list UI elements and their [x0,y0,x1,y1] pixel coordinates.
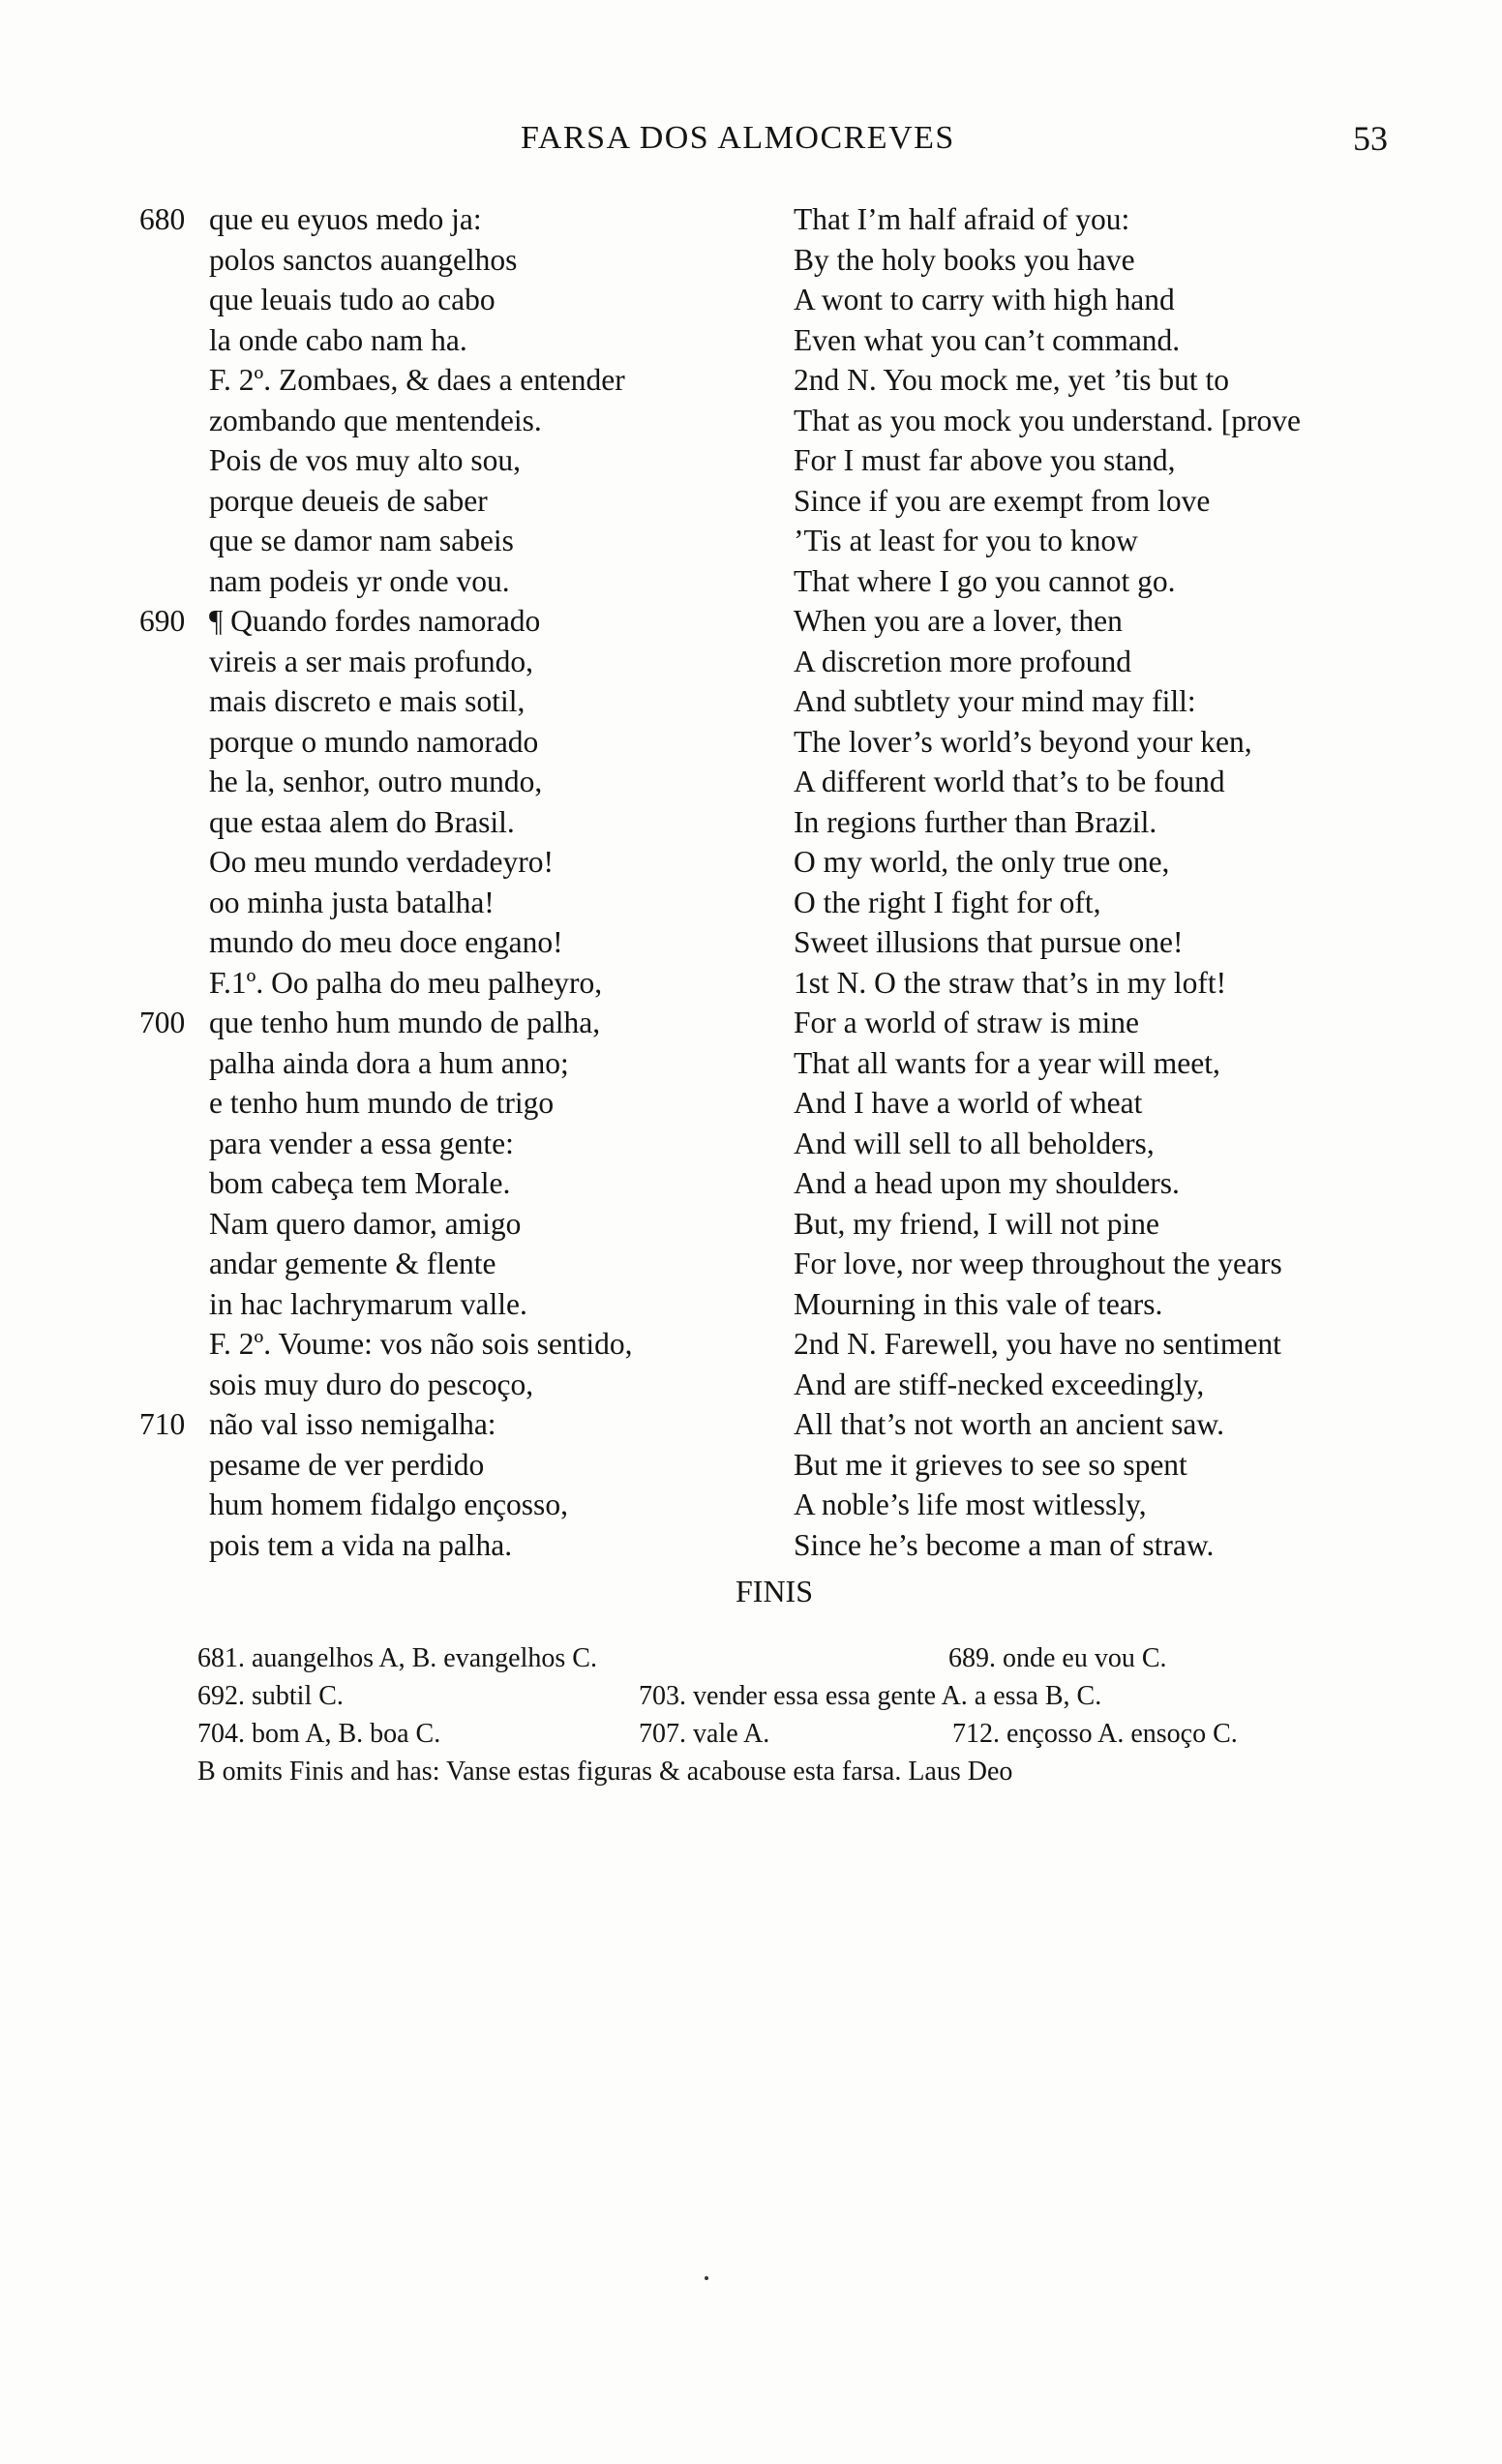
english-line: And are stiff-necked exceedingly, [794,1367,1205,1401]
english-line: 2nd N. Farewell, you have no sentiment [794,1327,1281,1361]
portuguese-line: F. 2º. Zombaes, & daes a entender [209,363,625,397]
finis-heading: FINIS [735,1574,813,1608]
portuguese-line: que estaa alem do Brasil. [209,804,515,839]
english-line: For a world of straw is mine [794,1006,1139,1039]
verse-row [0,1204,1502,1245]
line-number: 690 [139,604,186,638]
verse-row [0,1445,1502,1486]
verse-row [0,1365,1502,1405]
verse-row [0,963,1502,1004]
english-line: O my world, the only true one, [794,845,1170,879]
portuguese-line: mais discreto e mais sotil, [209,684,526,718]
portuguese-line: que eu eyuos medo ja: [209,202,482,236]
note-row [0,1677,1502,1715]
english-line: ’Tis at least for you to know [794,524,1138,557]
english-line: A different world that’s to be found [794,765,1225,798]
english-line: That all wants for a year will meet, [794,1045,1220,1080]
english-line: But, my friend, I will not pine [794,1206,1159,1241]
english-line: A wont to carry with high hand [794,283,1175,316]
verse-row [0,642,1502,682]
english-line: In regions further than Brazil. [794,804,1157,839]
verse-row [0,1485,1502,1525]
english-line: Since if you are exempt from love [794,483,1211,518]
portuguese-line: he la, senhor, outro mundo, [209,765,543,798]
verse-row [0,1043,1502,1084]
portuguese-line: Nam quero damor, amigo [209,1206,522,1241]
verse-row [0,883,1502,923]
verse-row [0,601,1502,642]
portuguese-line: para vender a essa gente: [209,1126,514,1160]
english-line: O the right I fight for oft, [794,885,1101,919]
portuguese-line: que leuais tudo ao cabo [209,283,496,316]
verse-row [0,280,1502,320]
english-line: Sweet illusions that pursue one! [794,925,1184,959]
english-line: Mourning in this vale of tears. [794,1286,1163,1321]
portuguese-line: mundo do meu doce engano! [209,925,563,959]
portuguese-line: que tenho hum mundo de palha, [209,1006,601,1039]
verse-row [0,1525,1502,1566]
parallel-verse-text [0,199,1502,1565]
line-number: 710 [139,1407,186,1441]
portuguese-line: pesame de ver perdido [209,1447,485,1482]
note-row [0,1753,1502,1790]
verse-row [0,922,1502,963]
page-number: 53 [1353,119,1388,158]
english-line: But me it grieves to see so spent [794,1447,1187,1482]
verse-row [0,762,1502,802]
verse-row [0,521,1502,561]
english-line: A discretion more profound [794,644,1132,678]
english-line: That I’m half afraid of you: [794,202,1130,236]
verse-row [0,360,1502,401]
portuguese-line: oo minha justa batalha! [209,885,495,919]
english-line: 1st N. O the straw that’s in my loft! [794,965,1227,1000]
verse-row [0,842,1502,883]
portuguese-line: Pois de vos muy alto sou, [209,443,522,477]
english-line: Since he’s become a man of straw. [794,1527,1215,1562]
running-head [0,120,1502,168]
portuguese-line: nam podeis yr onde vou. [209,563,510,598]
portuguese-line: palha ainda dora a hum anno; [209,1045,569,1080]
english-line: The lover’s world’s beyond your ken, [794,724,1252,759]
portuguese-line: sois muy duro do pescoço, [209,1367,534,1401]
english-line: 2nd N. You mock me, yet ’tis but to [794,363,1230,397]
english-line: And subtlety your mind may fill: [794,684,1196,718]
verse-row [0,240,1502,281]
note-712: 712. ençosso A. ensoço C. [952,1719,1238,1749]
note-row [0,1639,1502,1677]
verse-row [0,1124,1502,1164]
portuguese-line: polos sanctos auangelhos [209,242,518,277]
english-line: That where I go you cannot go. [794,563,1176,598]
textual-notes [0,1639,1502,1790]
portuguese-line: F.1º. Oo palha do meu palheyro, [209,965,603,1000]
portuguese-line: andar gemente & flente [209,1247,496,1280]
verse-row [0,440,1502,481]
english-line: By the holy books you have [794,242,1135,277]
verse-row [0,1324,1502,1365]
verse-row [0,1083,1502,1124]
portuguese-line: la onde cabo nam ha. [209,322,467,357]
running-title: FARSA DOS ALMOCREVES [521,120,955,156]
note-finis-variant: B omits Finis and has: Vanse estas figuras & acabouse esta farsa. Laus Deo [197,1757,1013,1787]
portuguese-line: hum homem fidalgo ençosso, [209,1487,568,1521]
portuguese-line: F. 2º. Voume: vos não sois sentido, [209,1327,633,1361]
portuguese-line: que se damor nam sabeis [209,524,514,557]
verse-row [0,481,1502,522]
english-line: That as you mock you understand. [prove [794,403,1301,437]
note-704: 704. bom A, B. boa C. [197,1719,441,1749]
english-line: And will sell to all beholders, [794,1126,1155,1160]
stray-mark [705,2276,708,2280]
verse-row [0,722,1502,763]
verse-row [0,1244,1502,1284]
portuguese-line: Oo meu mundo verdadeyro! [209,845,555,879]
english-line: All that’s not worth an ancient saw. [794,1407,1224,1441]
note-692: 692. subtil C. [197,1681,344,1711]
portuguese-line: bom cabeça tem Morale. [209,1166,511,1200]
verse-row [0,681,1502,722]
portuguese-line: não val isso nemigalha: [209,1407,496,1441]
english-line: When you are a lover, then [794,604,1123,638]
verse-row [0,1284,1502,1325]
english-line: A noble’s life most witlessly, [794,1487,1147,1521]
note-707: 707. vale A. [639,1719,770,1749]
note-681: 681. auangelhos A, B. evangelhos C. [197,1643,597,1673]
verse-row [0,802,1502,843]
portuguese-line: porque deueis de saber [209,483,488,518]
portuguese-line: vireis a ser mais profundo, [209,644,534,678]
portuguese-line: zombando que mentendeis. [209,403,542,437]
verse-row [0,320,1502,361]
verse-row [0,1163,1502,1204]
english-line: And a head upon my shoulders. [794,1166,1180,1200]
note-703: 703. vender essa essa gente A. a essa B, C. [639,1681,1102,1711]
portuguese-line: pois tem a vida na palha. [209,1527,513,1562]
line-number: 680 [139,202,186,236]
english-line: Even what you can’t command. [794,322,1181,357]
note-689: 689. onde eu vou C. [948,1643,1167,1673]
line-number: 700 [139,1006,186,1039]
portuguese-line: porque o mundo namorado [209,724,539,759]
portuguese-line: in hac lachrymarum valle. [209,1286,527,1321]
portuguese-line: e tenho hum mundo de trigo [209,1086,555,1120]
note-row [0,1715,1502,1753]
verse-row [0,561,1502,602]
verse-row [0,1404,1502,1445]
english-line: For love, nor weep throughout the years [794,1247,1282,1280]
english-line: And I have a world of wheat [794,1086,1143,1120]
verse-row [0,199,1502,240]
verse-row [0,1003,1502,1043]
english-line: For I must far above you stand, [794,443,1176,477]
verse-row [0,401,1502,441]
portuguese-line: ¶ Quando fordes namorado [209,604,541,638]
